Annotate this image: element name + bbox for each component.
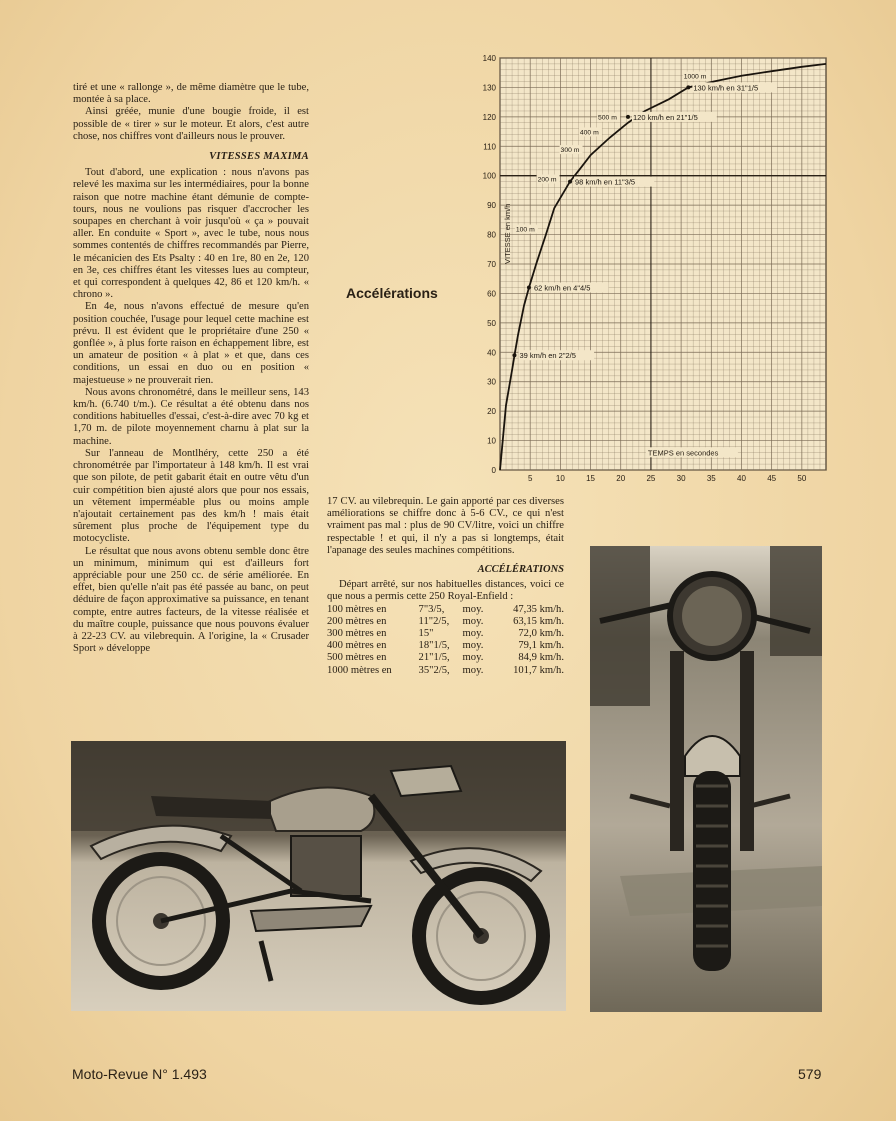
y-tick-label: 70 bbox=[487, 260, 496, 269]
motorcycle-front-photo bbox=[590, 546, 822, 1012]
acceleration-table bbox=[327, 604, 564, 677]
x-tick-label: 30 bbox=[676, 474, 686, 483]
acceleration-cell: 84,9 km/h. bbox=[518, 652, 564, 664]
acceleration-cell: 200 mètres en bbox=[327, 615, 387, 627]
distance-label: 400 m bbox=[579, 129, 599, 137]
annotation-label: 120 km/h en 21"1/5 bbox=[632, 112, 698, 122]
acceleration-row bbox=[327, 616, 564, 628]
paragraph: tiré et une « rallonge », de même diamètre que le tube, montée à sa place. bbox=[73, 82, 309, 106]
acceleration-cell: 15" bbox=[418, 628, 434, 640]
annotation-label: 62 km/h en 4"4/5 bbox=[533, 283, 591, 293]
x-tick-label: 40 bbox=[737, 474, 746, 483]
annotation-label: 39 km/h en 2"2/5 bbox=[519, 351, 576, 361]
acceleration-cell: 101,7 km/h. bbox=[513, 664, 564, 676]
acceleration-row bbox=[327, 665, 564, 677]
section-heading: ACCÉLÉRATIONS bbox=[477, 564, 564, 576]
y-tick-label: 30 bbox=[487, 377, 496, 387]
y-tick-label: 110 bbox=[483, 142, 496, 152]
left-text-column bbox=[73, 82, 309, 655]
motorcycle-side-illustration bbox=[71, 741, 566, 1011]
annotation-point bbox=[686, 85, 690, 89]
y-tick-label: 20 bbox=[487, 407, 496, 417]
acceleration-cell: 11"2/5, bbox=[418, 615, 450, 627]
acceleration-cell: 21"1/5, bbox=[418, 652, 450, 664]
motorcycle-front-illustration bbox=[590, 546, 822, 1012]
x-tick-label: 50 bbox=[797, 474, 807, 483]
paragraph: En 4e, nous n'avons effectué de mesure qu'en position couchée, l'usage pour lequel cette machine est prévu. Il est évident que le propriétaire d'une 250 « gonflée », à plus forte raison en échappement libre, est un amateur de position « à plat » et que, dans ces conditions, un essai en duo ou en position « majestueuse » ne prouverait rien. bbox=[73, 301, 309, 386]
x-tick-label: 5 bbox=[527, 474, 533, 483]
paragraph: 17 CV. au vilebrequin. Le gain apporté par ces diverses améliorations se chiffre donc à 5-6 CV., ce qui n'est vraiment pas mal : plus de 90 CV/litre, voici un chiffre respectable ! et qui, il n'y a pas si longtemps, était l'apanage des seules machines compétitions. bbox=[327, 496, 564, 556]
acceleration-cell: 79,1 km/h. bbox=[518, 640, 564, 652]
acceleration-row bbox=[327, 640, 564, 652]
acceleration-cell: 400 mètres en bbox=[327, 640, 387, 652]
annotation-label: 98 km/h en 11"3/5 bbox=[575, 177, 636, 187]
acceleration-cell: moy. bbox=[462, 652, 484, 664]
acceleration-cell: 1000 mètres en bbox=[327, 664, 392, 676]
magazine-issue-footer: Moto-Revue N° 1.493 bbox=[72, 1066, 207, 1082]
motorcycle-side-photo bbox=[71, 741, 566, 1011]
y-tick-label: 80 bbox=[487, 230, 496, 240]
chart-caption: Accélérations bbox=[346, 285, 438, 301]
section-heading: VITESSES MAXIMA bbox=[209, 151, 309, 163]
acceleration-cell: 72,0 km/h. bbox=[518, 628, 564, 640]
acceleration-chart-svg bbox=[478, 50, 828, 490]
paragraph: Départ arrêté, sur nos habituelles distances, voici ce que nous a permis cette 250 Royal-Enfield : bbox=[327, 579, 564, 603]
acceleration-cell: 47,35 km/h. bbox=[513, 603, 564, 615]
paragraph: Sur l'anneau de Montlhéry, cette 250 a été chronométrée par l'importateur à 148 km/h. Il est vrai que son pilote, de petit gabarit était en outre vêtu d'un cuir compétition bien ajusté alors que pour nos essais, un vêtement imperméable plus ou moins ample n'ajoutait certainement pas des km/h ! mais était sûrement plus proche de l'équipement type du motocycliste. bbox=[73, 447, 309, 545]
distance-label: 200 m bbox=[537, 176, 557, 184]
y-tick-label: 100 bbox=[482, 171, 496, 181]
distance-label: 500 m bbox=[597, 114, 617, 122]
y-axis-label: VITESSE en km/h bbox=[503, 203, 512, 264]
y-tick-label: 40 bbox=[487, 348, 496, 358]
acceleration-cell: moy. bbox=[462, 640, 484, 652]
acceleration-cell: 35"2/5, bbox=[418, 664, 450, 676]
acceleration-cell: moy. bbox=[462, 664, 484, 676]
distance-label: 100 m bbox=[515, 226, 535, 234]
paragraph: Nous avons chronométré, dans le meilleur sens, 143 km/h. (6.740 t/m.). Ce résultat a été obtenu dans nos conditions habituelles d'essai, c'est-à-dire avec 70 kg et 1,70 m. de pilote moyennement charnu à plat sur la machine. bbox=[73, 386, 309, 447]
acceleration-cell: 18"1/5, bbox=[418, 640, 450, 652]
x-tick-label: 10 bbox=[555, 474, 565, 483]
paragraph: Ainsi gréée, munie d'une bougie froide, il est possible de « tirer » sur le moteur. Et alors, c'est autre chose, nos chiffres vont d'ailleurs nous le prouver. bbox=[73, 106, 309, 142]
annotation-label: 130 km/h en 31"1/5 bbox=[693, 83, 759, 93]
y-tick-label: 140 bbox=[482, 54, 496, 63]
y-tick-label: 90 bbox=[487, 201, 496, 211]
y-tick-label: 120 bbox=[482, 112, 496, 122]
x-tick-label: 15 bbox=[586, 474, 596, 483]
acceleration-cell: 300 mètres en bbox=[327, 628, 387, 640]
paragraph: Le résultat que nous avons obtenu semble donc être un minimum, minimum qui est d'ailleurs fort appréciable pour une 250 cc. de série améliorée. En effet, bien qu'elle n'ait pas été passée au banc, on peut déduire de façon approximative sa puissance, en tenant compte, entre autres facteurs, de la vitesse réalisée et du maître couple, puissance que nous pouvons évaluer à 22-23 CV. au vilebrequin. A l'origine, la « Crusader Sport » développe bbox=[73, 545, 309, 655]
y-tick-label: 130 bbox=[482, 83, 496, 93]
acceleration-cell: 500 mètres en bbox=[327, 652, 387, 664]
paragraph: Tout d'abord, une explication : nous n'avons pas relevé les maxima sur les intermédiaires, pour la bonne raison que notre machine étant démunie de compte-tours, nous ne voulions pas risquer d'accrocher les soupapes en cherchant à voir jusqu'où « ça » pouvait aller. En conduite « Sport », avec le tube, nous nous sommes contentés de chiffres recommandés par Pierre, le mécanicien des Ets Psalty : 40 en 1re, 80 en 2e, 120 en 3e, ces chiffres étant les vitesses lues au compteur, et qui correspondent à quelques 42, 86 et 120 km/h. « chrono ». bbox=[73, 167, 309, 301]
annotation-point bbox=[512, 353, 516, 357]
acceleration-cell: 100 mètres en bbox=[327, 603, 387, 615]
y-tick-label: 0 bbox=[491, 466, 496, 475]
acceleration-cell: moy. bbox=[462, 628, 484, 640]
acceleration-row bbox=[327, 628, 564, 640]
acceleration-row bbox=[327, 652, 564, 664]
y-tick-label: 60 bbox=[487, 289, 496, 299]
acceleration-cell: moy. bbox=[462, 615, 484, 627]
annotation-point bbox=[568, 180, 572, 184]
acceleration-cell: 63,15 km/h. bbox=[513, 615, 564, 627]
distance-label: 300 m bbox=[560, 147, 580, 155]
x-axis-label: TEMPS en secondes bbox=[647, 448, 719, 458]
acceleration-row bbox=[327, 604, 564, 616]
annotation-point bbox=[527, 286, 531, 290]
acceleration-cell: moy. bbox=[462, 603, 484, 615]
distance-label: 1000 m bbox=[683, 73, 707, 81]
y-tick-label: 50 bbox=[487, 318, 496, 328]
acceleration-cell: 7"3/5, bbox=[418, 603, 445, 615]
y-tick-label: 10 bbox=[487, 436, 496, 446]
acceleration-chart bbox=[478, 50, 828, 490]
x-tick-label: 25 bbox=[646, 474, 656, 483]
middle-text-column bbox=[327, 496, 564, 677]
x-tick-label: 20 bbox=[616, 474, 626, 483]
x-tick-label: 35 bbox=[706, 474, 716, 483]
page-number: 579 bbox=[798, 1066, 822, 1082]
annotation-point bbox=[626, 115, 630, 119]
x-tick-label: 45 bbox=[767, 474, 777, 483]
